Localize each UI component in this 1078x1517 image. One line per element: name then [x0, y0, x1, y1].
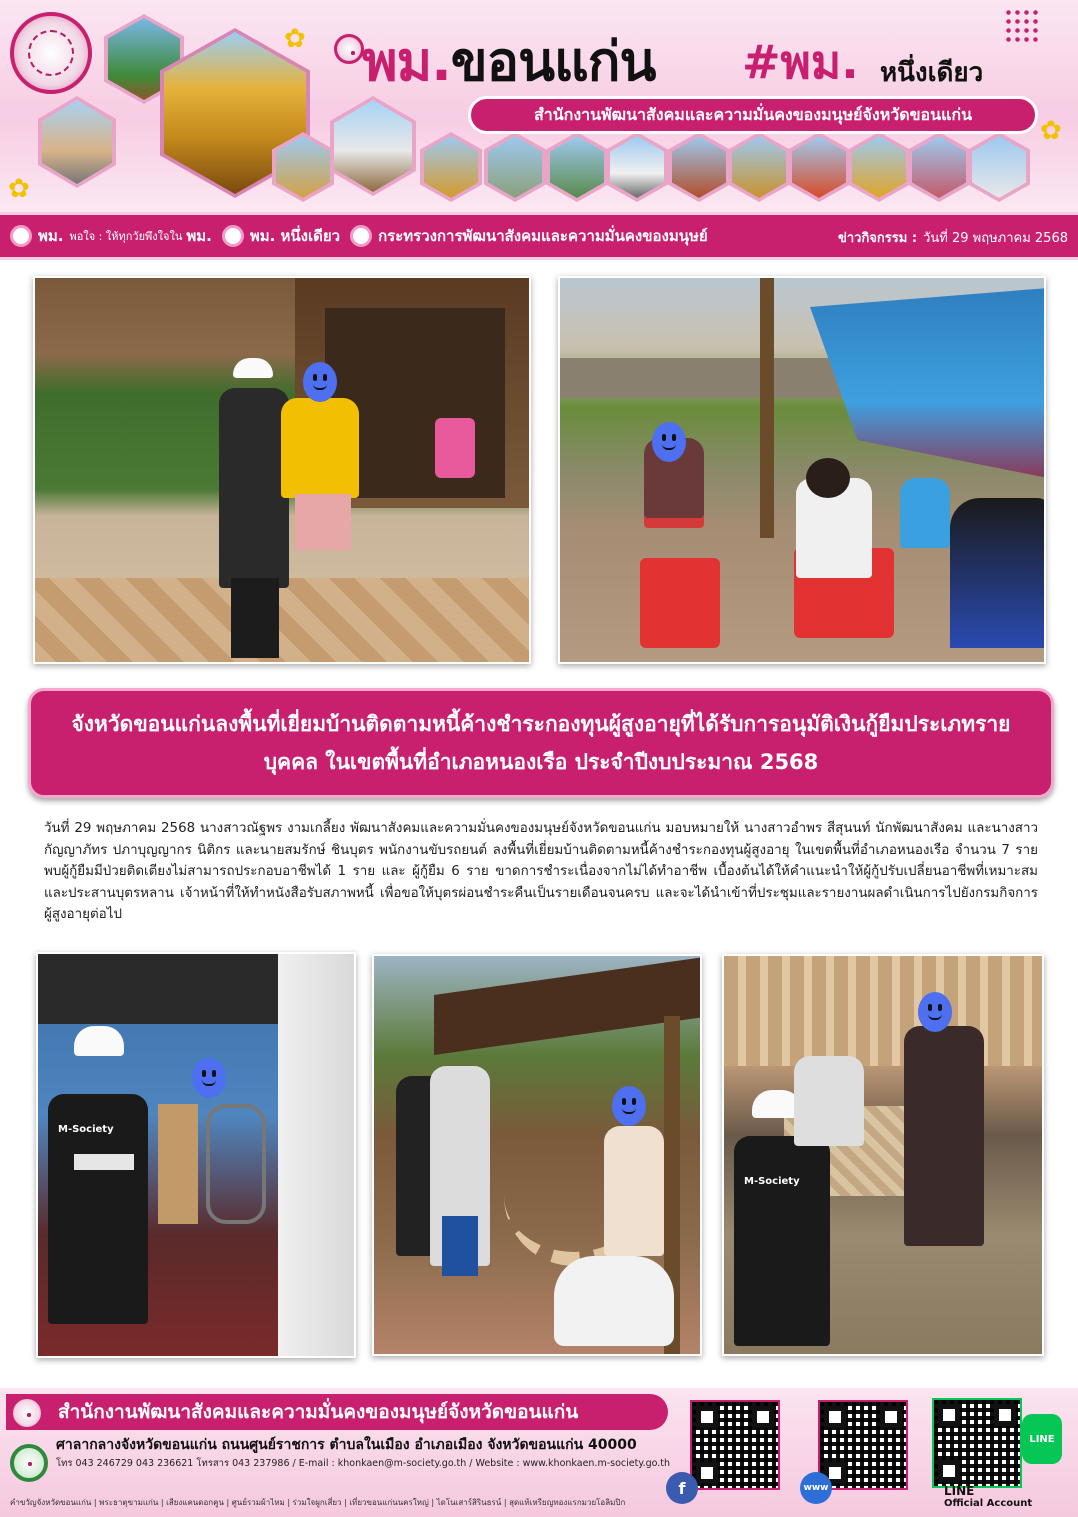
temple-hex-small-7	[728, 132, 790, 202]
activity-photo-1	[33, 276, 531, 664]
activity-photo-3	[36, 952, 356, 1358]
province-seal-icon	[10, 1444, 48, 1482]
slogan-item-3	[350, 224, 708, 248]
line-icon[interactable]: LINE	[1022, 1414, 1062, 1464]
elderly-person-figure	[604, 1126, 664, 1256]
ministry-seal-icon	[334, 34, 364, 64]
blurred-face-icon	[303, 362, 337, 402]
officer-figure	[219, 388, 289, 588]
temple-hex-small-3	[484, 132, 546, 202]
temple-hex-small-9	[848, 132, 910, 202]
temple-hex-small-2	[420, 132, 482, 202]
page-header	[0, 0, 1078, 212]
flower-icon: ✿	[8, 174, 30, 204]
facebook-icon[interactable]: f	[666, 1472, 698, 1504]
line-sub-label: Official Account	[944, 1498, 1033, 1509]
www-icon[interactable]: www	[800, 1472, 832, 1504]
line-official-label	[944, 1484, 1032, 1509]
footer-slogan-links: คำขวัญจังหวัดขอนแก่น | พระธาตุขามแก่น | เสียงแคนดอกคูน | ศูนย์รวมผ้าไหม | ร่วมใจผูกเสี่ยว | เที่ยวขอนแก่นนครใหญ่ | ไดโนเสาร์สิรินธรน์ | สุดแท้เหรียญทองแรกมวยโอลิมปิก	[10, 1498, 626, 1507]
temple-hex-small-8	[788, 132, 850, 202]
news-body: วันที่ 29 พฤษภาคม 2568 นางสาวณัฐพร งามเกลี้ยง พัฒนาสังคมและความมั่นคงของมนุษย์จังหวัดขอนแก่น มอบหมายให้ นางสาวอำพร สีสุนนท์ นักพัฒนาสังคม และนางสาวกัญญาภัทร ปภาบุญญากร นิติกร และนายสมรักษ์ ชินบุตร พนักงานขับรถยนต์ ลงพื้นที่เยี่ยมบ้านติดตามหนี้ค้างชำระกองทุนผู้สูงอายุ ในเขตพื้นที่อำเภอหนองเรือ จำนวน 7 ราย พบผู้กู้ยืมมีป่วยติดเตียงไม่สามารถประกอบอาชีพได้ 1 ราย และ ผู้กู้ยืม 6 ราย ขาดการชำระเนื่องจากไม่ได้ทำอาชีพ เบื้องต้นได้ให้คำแนะนำให้ผู้กู้ปรับเปลี่ยนอาชีพที่เหมาะสมและประสานบุตรหลาน เจ้าหน้าที่ให้ทำหนังสือรับสภาพหนี้ เพื่อขอให้บุตรผ่อนชำระคืนเป็นรายเดือนจนครบ และจะได้นำเข้าที่ประชุมและรายงานผลดำเนินการไปยังกรมกิจการผู้สูงอายุต่อไป	[44, 821, 1038, 923]
slogan-brand-2: พม.	[186, 227, 212, 245]
temple-hex-small-10	[908, 132, 970, 202]
news-date	[838, 227, 1068, 248]
elderly-person-figure	[281, 398, 359, 498]
blurred-face-icon	[192, 1058, 226, 1098]
blurred-face-icon	[652, 422, 686, 462]
slogan-item-2-text: พม. หนึ่งเดียว	[249, 227, 341, 245]
title-brand: พม.	[362, 30, 451, 93]
ministry-seal-icon	[10, 225, 32, 247]
temple-hex-small-4	[546, 132, 608, 202]
footer-office-name: สำนักงานพัฒนาสังคมและความมั่นคงของมนุษย์จังหวัดขอนแก่น	[58, 1401, 579, 1423]
ministry-seal-icon	[222, 225, 244, 247]
white-cap	[74, 1026, 124, 1056]
ministry-seal-icon	[10, 1396, 44, 1430]
slogan-item	[10, 224, 212, 248]
temple-hex-small-11	[968, 132, 1030, 202]
activity-photo-4	[372, 954, 702, 1356]
slogan-ribbon	[0, 212, 1078, 260]
city-gate-hex-photo	[38, 96, 116, 188]
news-label: ข่าวกิจกรรม :	[837, 231, 918, 246]
title-hashtag-suffix: หนึ่งเดียว	[880, 58, 984, 88]
decorative-dots	[1004, 8, 1038, 42]
footer-address: ศาลากลางจังหวัดขอนแก่น ถนนศูนย์ราชการ ตำบลในเมือง อำเภอเมือง จังหวัดขอนแก่น 40000	[56, 1437, 637, 1453]
flower-icon: ✿	[284, 24, 306, 54]
activity-photo-5	[722, 954, 1044, 1356]
flower-icon: ✿	[1040, 116, 1062, 146]
page-title	[362, 18, 655, 104]
vest-logo-text: M-Society	[58, 1124, 114, 1135]
slogan-brand: พม.	[38, 227, 64, 245]
vest-logo-text: M-Society	[744, 1176, 800, 1187]
ministry-seal-icon	[350, 225, 372, 247]
ministry-name: กระทรวงการพัฒนาสังคมและความมั่นคงของมนุษย์	[378, 227, 708, 245]
temple-hex-small-6	[668, 132, 730, 202]
qr-code-2[interactable]	[818, 1400, 908, 1490]
slogan-item-2	[222, 224, 340, 248]
title-province: ขอนแก่น	[450, 30, 656, 93]
slogan-text: พอใจ : ให้ทุกวัยพึงใจใน	[69, 230, 183, 243]
officer-figure	[734, 1136, 830, 1346]
footer-office-banner	[6, 1394, 668, 1430]
title-hashtag: #พม.	[742, 35, 859, 89]
officer-figure	[900, 478, 950, 548]
line-label: LINE	[944, 1484, 975, 1498]
news-headline: จังหวัดขอนแก่นลงพื้นที่เยี่ยมบ้านติดตามหนี้ค้างชำระกองทุนผู้สูงอายุที่ได้รับการอนุมัติเงินกู้ยืมประเภทรายบุคคล ในเขตพื้นที่อำเภอหนองเรือ ประจำปีงบประมาณ 2568	[28, 688, 1054, 798]
footer-contact: โทร 043 246729 043 236621 โทรสาร 043 237986 / E-mail : khonkaen@m-society.go.th / Website : www.khonkaen.m-society.go.th	[56, 1458, 671, 1469]
temple-hex-small-5	[606, 132, 668, 202]
elderly-person-figure	[904, 1026, 984, 1246]
ministry-seal-icon	[10, 12, 92, 94]
office-name-banner: สำนักงานพัฒนาสังคมและความมั่นคงของมนุษย์จังหวัดขอนแก่น	[468, 96, 1038, 134]
blurred-face-icon	[918, 992, 952, 1032]
white-temple-hex-photo	[330, 96, 416, 196]
qr-code-3[interactable]	[932, 1398, 1022, 1488]
officer-figure	[794, 1056, 864, 1146]
blurred-face-icon	[612, 1086, 646, 1126]
page-footer	[0, 1388, 1078, 1517]
qr-code-1[interactable]	[690, 1400, 780, 1490]
news-date-value: วันที่ 29 พฤษภาคม 2568	[923, 231, 1068, 246]
activity-photo-2	[558, 276, 1046, 664]
white-cap	[233, 358, 273, 378]
